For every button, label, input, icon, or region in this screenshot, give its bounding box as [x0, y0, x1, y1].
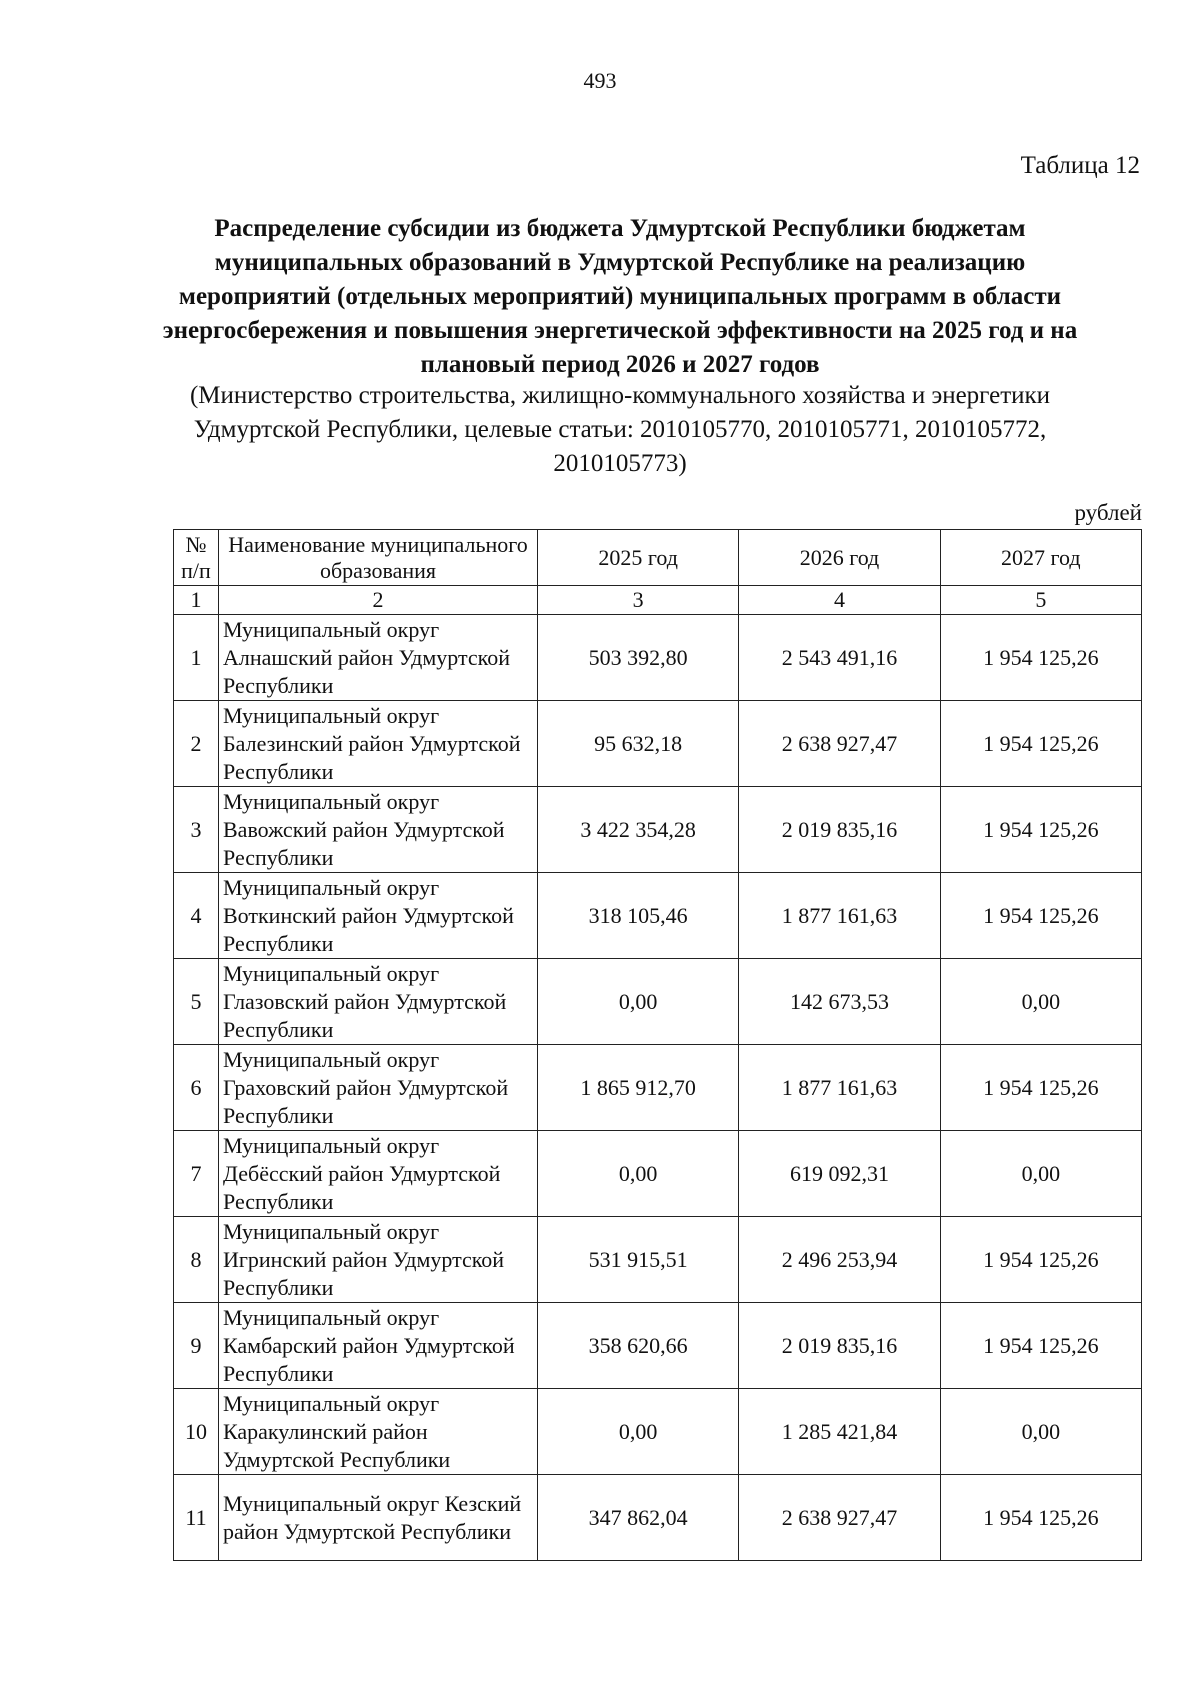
value-2027: 1 954 125,26 — [940, 787, 1141, 873]
index-cell: 4 — [739, 586, 940, 615]
value-2027: 1 954 125,26 — [940, 1217, 1141, 1303]
header-2026: 2026 год — [739, 530, 940, 586]
table-row — [174, 701, 1142, 787]
table-row — [174, 1045, 1142, 1131]
value-2025: 1 865 912,70 — [538, 1045, 739, 1131]
page-number: 493 — [583, 68, 617, 93]
value-2027: 0,00 — [940, 1389, 1141, 1475]
value-2027: 1 954 125,26 — [940, 1045, 1141, 1131]
value-2025: 347 862,04 — [538, 1475, 739, 1561]
document-subtitle: (Министерство строительства, жилищно-коммунального хозяйства и энергетики Удмуртской Республики, целевые статьи: 2010105770, 2010105771, 2010105772, 2010105773) — [189, 382, 1051, 477]
row-number: 11 — [174, 1475, 219, 1561]
table-row — [174, 873, 1142, 959]
row-number: 10 — [174, 1389, 219, 1475]
table-row — [174, 959, 1142, 1045]
row-number: 2 — [174, 701, 219, 787]
table-row — [174, 787, 1142, 873]
value-2026: 619 092,31 — [739, 1131, 940, 1217]
value-2026: 1 877 161,63 — [739, 873, 940, 959]
value-2026: 2 019 835,16 — [739, 1303, 940, 1389]
subsidy-table — [173, 529, 1142, 1561]
value-2026: 142 673,53 — [739, 959, 940, 1045]
value-2025: 358 620,66 — [538, 1303, 739, 1389]
table-row — [174, 1303, 1142, 1389]
value-2026: 2 638 927,47 — [739, 1475, 940, 1561]
table-row — [174, 1217, 1142, 1303]
index-cell: 5 — [940, 586, 1141, 615]
value-2027: 1 954 125,26 — [940, 1475, 1141, 1561]
value-2025: 503 392,80 — [538, 615, 739, 701]
municipality-name: Муниципальный округ Граховский район Удмуртской Республики — [219, 1045, 538, 1131]
table-body — [174, 615, 1142, 1561]
table-row — [174, 615, 1142, 701]
municipality-name: Муниципальный округ Каракулинский район Удмуртской Республики — [219, 1389, 538, 1475]
municipality-name: Муниципальный округ Алнашский район Удмуртской Республики — [219, 615, 538, 701]
index-cell: 3 — [538, 586, 739, 615]
value-2026: 2 638 927,47 — [739, 701, 940, 787]
value-2027: 1 954 125,26 — [940, 1303, 1141, 1389]
row-number: 3 — [174, 787, 219, 873]
municipality-name: Муниципальный округ Дебёсский район Удмуртской Республики — [219, 1131, 538, 1217]
value-2025: 531 915,51 — [538, 1217, 739, 1303]
value-2027: 1 954 125,26 — [940, 615, 1141, 701]
row-number: 7 — [174, 1131, 219, 1217]
header-2025: 2025 год — [538, 530, 739, 586]
value-2025: 95 632,18 — [538, 701, 739, 787]
table-header-row — [174, 530, 1142, 586]
row-number: 8 — [174, 1217, 219, 1303]
row-number: 1 — [174, 615, 219, 701]
table-index-row — [174, 586, 1142, 615]
value-2025: 0,00 — [538, 1389, 739, 1475]
value-2027: 0,00 — [940, 959, 1141, 1045]
value-2026: 1 285 421,84 — [739, 1389, 940, 1475]
table-label: Таблица 12 — [1020, 152, 1140, 179]
municipality-name: Муниципальный округ Балезинский район Удмуртской Республики — [219, 701, 538, 787]
value-2025: 318 105,46 — [538, 873, 739, 959]
header-number: № п/п — [174, 530, 219, 586]
municipality-name: Муниципальный округ Вавожский район Удмуртской Республики — [219, 787, 538, 873]
value-2026: 1 877 161,63 — [739, 1045, 940, 1131]
value-2026: 2 496 253,94 — [739, 1217, 940, 1303]
value-2025: 3 422 354,28 — [538, 787, 739, 873]
header-2027: 2027 год — [940, 530, 1141, 586]
row-number: 4 — [174, 873, 219, 959]
row-number: 5 — [174, 959, 219, 1045]
index-cell: 1 — [174, 586, 219, 615]
units-label: рублей — [1074, 500, 1142, 525]
municipality-name: Муниципальный округ Кезский район Удмуртской Республики — [219, 1475, 538, 1561]
value-2025: 0,00 — [538, 959, 739, 1045]
value-2025: 0,00 — [538, 1131, 739, 1217]
document-title: Распределение субсидии из бюджета Удмуртской Республики бюджетам муниципальных образований в Удмуртской Республике на реализацию мероприятий (отдельных мероприятий) муниципальных программ в области энергосбережения и повышения энергетической эффективности на 2025 год и на плановый период 2026 и 2027 годов — [162, 215, 1078, 378]
municipality-name: Муниципальный округ Камбарский район Удмуртской Республики — [219, 1303, 538, 1389]
municipality-name: Муниципальный округ Игринский район Удмуртской Республики — [219, 1217, 538, 1303]
header-municipality: Наименование муниципального образования — [219, 530, 538, 586]
value-2027: 1 954 125,26 — [940, 701, 1141, 787]
value-2027: 0,00 — [940, 1131, 1141, 1217]
value-2026: 2 543 491,16 — [739, 615, 940, 701]
table-row — [174, 1389, 1142, 1475]
row-number: 6 — [174, 1045, 219, 1131]
table-row — [174, 1131, 1142, 1217]
value-2027: 1 954 125,26 — [940, 873, 1141, 959]
row-number: 9 — [174, 1303, 219, 1389]
index-cell: 2 — [219, 586, 538, 615]
municipality-name: Муниципальный округ Глазовский район Удмуртской Республики — [219, 959, 538, 1045]
municipality-name: Муниципальный округ Воткинский район Удмуртской Республики — [219, 873, 538, 959]
value-2026: 2 019 835,16 — [739, 787, 940, 873]
table-row — [174, 1475, 1142, 1561]
